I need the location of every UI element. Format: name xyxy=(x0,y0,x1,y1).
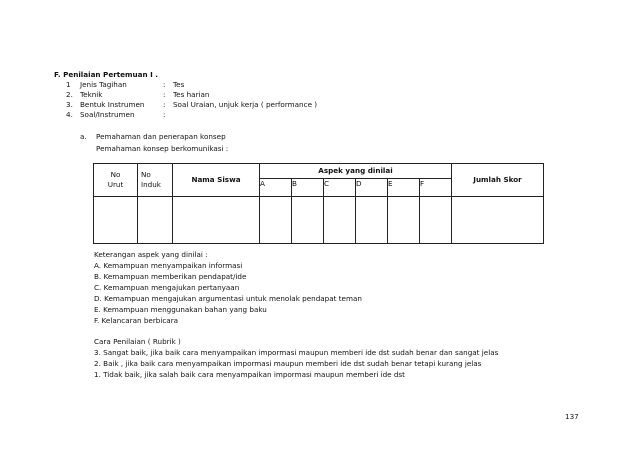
subsection-title: Pemahaman dan penerapan konsep xyxy=(96,132,226,141)
keterangan-item: F. Kelancaran berbicara xyxy=(94,316,179,325)
table-cell xyxy=(388,197,420,244)
table-cell xyxy=(138,197,173,244)
info-row-number: 1 xyxy=(66,80,71,89)
keterangan-title: Keterangan aspek yang dinilai : xyxy=(94,250,208,259)
keterangan-item: A. Kemampuan menyampaikan informasi xyxy=(94,261,243,270)
rubrik-item: 1. Tidak baik, jika salah baik cara menyampaikan impormasi maupun memberi ide dst xyxy=(94,370,405,379)
table-cell xyxy=(420,197,452,244)
table-cell xyxy=(324,197,356,244)
subsection-marker: a. xyxy=(80,132,87,141)
header-aspect-b: B xyxy=(292,179,324,197)
info-row-number: 2. xyxy=(66,90,73,99)
table-cell xyxy=(260,197,292,244)
info-row-label: Teknik xyxy=(80,90,103,99)
keterangan-item: E. Kemampuan menggunakan bahan yang baku xyxy=(94,305,267,314)
rubrik-title: Cara Penilaian ( Rubrik ) xyxy=(94,337,181,346)
header-no-urut-line1: No xyxy=(110,170,121,180)
table-cell xyxy=(452,197,544,244)
info-row-separator: : xyxy=(163,100,166,109)
header-no-induk-line1: No xyxy=(141,170,151,180)
info-row-label: Soal/Instrumen xyxy=(80,110,135,119)
header-no-urut-line2: Urut xyxy=(107,180,124,189)
keterangan-item: D. Kemampuan mengajukan argumentasi untuk menolak pendapat teman xyxy=(94,294,362,303)
header-nama-siswa: Nama Siswa xyxy=(173,164,260,197)
table-row xyxy=(94,197,544,244)
header-aspect-c: C xyxy=(324,179,356,197)
header-no-urut xyxy=(94,164,138,197)
table-cell xyxy=(173,197,260,244)
rubrik-item: 3. Sangat baik, jika baik cara menyampaikan impormasi maupun memberi ide dst sudah benar dan sangat jelas xyxy=(94,348,499,357)
table-cell xyxy=(292,197,324,244)
table-cell xyxy=(356,197,388,244)
header-aspect-a: A xyxy=(260,179,292,197)
rubrik-item: 2. Baik , jika baik cara menyampaikan impormasi maupun memberi ide dst sudah benar tetapi kurang jelas xyxy=(94,359,482,368)
info-row-number: 3. xyxy=(66,100,73,109)
section-heading: F. Penilaian Pertemuan I . xyxy=(54,70,159,79)
info-row-separator: : xyxy=(163,80,166,89)
header-aspect-f: F xyxy=(420,179,452,197)
info-row-separator: : xyxy=(163,90,166,99)
header-aspect-e: E xyxy=(388,179,420,197)
score-table xyxy=(93,163,544,244)
header-no-induk xyxy=(138,164,173,197)
info-row-value: Soal Uraian, unjuk kerja ( performance ) xyxy=(173,100,318,109)
keterangan-item: C. Kemampuan mengajukan pertanyaan xyxy=(94,283,240,292)
info-row-separator: : xyxy=(163,110,166,119)
info-row-number: 4. xyxy=(66,110,73,119)
info-row-value: Tes xyxy=(173,80,185,89)
subsection-subtitle: Pemahaman konsep berkomunikasi : xyxy=(96,144,229,153)
header-aspect-d: D xyxy=(356,179,388,197)
page-number: 137 xyxy=(565,412,579,421)
header-no-induk-line2: Induk xyxy=(141,180,161,189)
info-row-label: Jenis Tagihan xyxy=(80,80,127,89)
header-jumlah-skor: Jumlah Skor xyxy=(452,164,544,197)
keterangan-item: B. Kemampuan memberikan pendapat/ide xyxy=(94,272,247,281)
info-row-label: Bentuk Instrumen xyxy=(80,100,145,109)
info-row-value: Tes harian xyxy=(173,90,210,99)
header-aspek: Aspek yang dinilai xyxy=(260,164,452,179)
table-cell xyxy=(94,197,138,244)
